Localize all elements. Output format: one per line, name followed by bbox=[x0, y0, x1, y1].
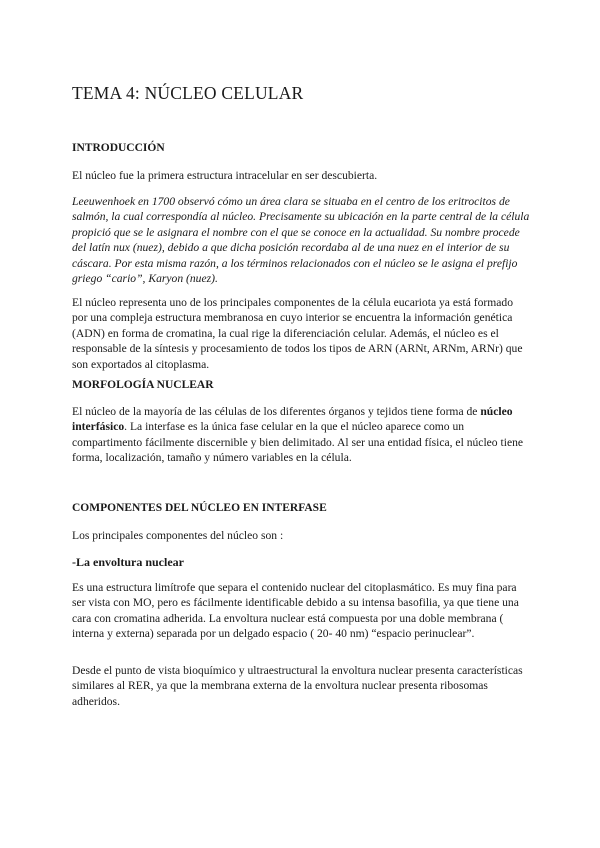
morphology-bold-term: núcleo interfásico bbox=[72, 405, 513, 434]
morphology-paragraph bbox=[72, 404, 530, 466]
intro-paragraph-1: El núcleo fue la primera estructura intracelular en ser descubierta. bbox=[72, 169, 378, 182]
section-heading-componentes: COMPONENTES DEL NÚCLEO EN INTERFASE bbox=[72, 502, 327, 514]
section-heading-introduccion: INTRODUCCIÓN bbox=[72, 142, 165, 154]
page-title: TEMA 4: NÚCLEO CELULAR bbox=[72, 83, 304, 103]
envoltura-paragraph-1: Es una estructura limítrofe que separa el contenido nuclear del citoplasmático. Es muy fina para ser vista con MO, pero es fácilmente identificable debido a su intensa basofilia, ya que tiene una cara con cromatina adherida. La envoltura nuclear está compuesta por una doble membrana ( interna y externa) separada por un delgado espacio ( 20- 40 nm) “espacio perinuclear”. bbox=[72, 581, 519, 641]
intro-paragraph-3: El núcleo representa uno de los principales componentes de la célula eucariota ya está formado por una compleja estructura membranosa en cuyo interior se encuentra la información genética (ADN) en forma de cromatina, la cual rige la diferenciación celular. Además, el núcleo es el responsable de la síntesis y procesamiento de todos los tipos de ARN (ARNt, ARNm, ARNr) que son exportados al citoplasma. bbox=[72, 296, 523, 371]
section-heading-morfologia: MORFOLOGÍA NUCLEAR bbox=[72, 379, 214, 391]
morphology-text-after: . La interfase es la única fase celular en la que el núcleo aparece como un compartimento fácilmente discernible y bien delimitado. Al ser una entidad física, el núcleo tiene forma, localización, tamaño y número variables en la célula. bbox=[72, 420, 524, 465]
subheading-envoltura: -La envoltura nuclear bbox=[72, 555, 184, 569]
components-intro-paragraph: Los principales componentes del núcleo son : bbox=[72, 529, 284, 542]
morphology-text-before: El núcleo de la mayoría de las células de los diferentes órganos y tejidos tiene forma de bbox=[72, 405, 481, 418]
envoltura-paragraph-2: Desde el punto de vista bioquímico y ultraestructural la envoltura nuclear presenta características similares al RER, ya que la membrana externa de la envoltura nuclear presenta ribosomas adheridos. bbox=[72, 664, 523, 708]
intro-paragraph-2: Leeuwenhoek en 1700 observó cómo un área clara se situaba en el centro de los eritrocitos de salmón, la cual correspondía al núcleo. Precisamente su ubicación en la parte central de la célula propició que se le asignara el nombre con el que se conoce en la actualidad. Su nombre procede del latín nux (nuez), debido a que dicha posición recordaba al de una nuez en el interior de su cáscara. Por esta misma razón, a los términos relacionados con el núcleo se le asigna el prefijo griego “cario”, Karyon (nuez). bbox=[72, 195, 530, 286]
